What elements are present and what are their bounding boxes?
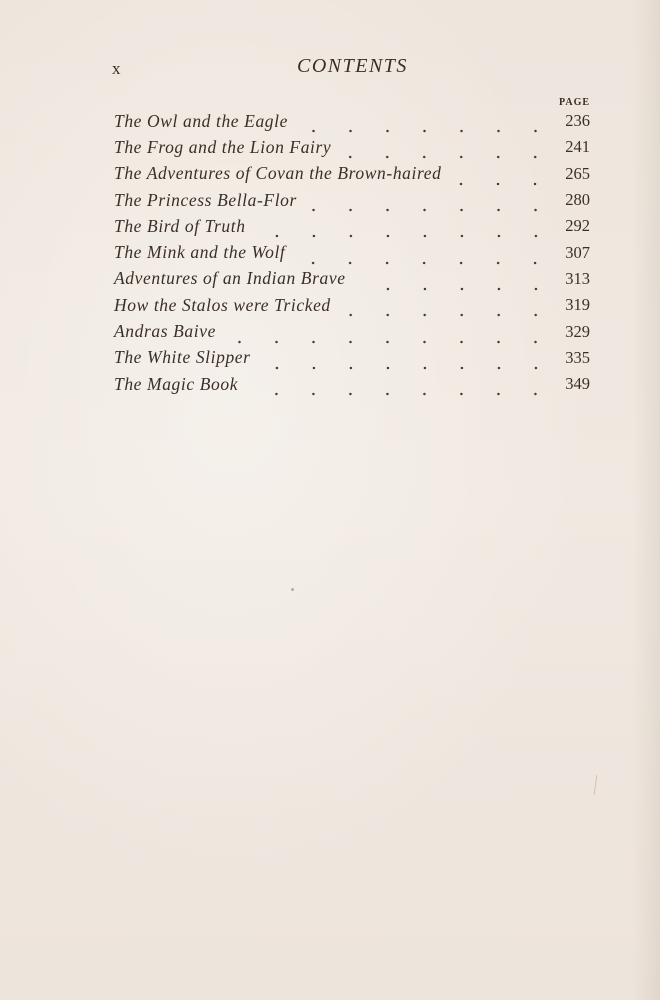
toc-entry-page: 236: [565, 111, 590, 131]
contents-heading: CONTENTS: [297, 55, 408, 77]
toc-entry-title: The Owl and the Eagle: [114, 110, 288, 131]
toc-entry-page: 335: [565, 347, 590, 367]
toc-entry-page: 319: [565, 295, 590, 315]
paper-speck: [291, 588, 294, 591]
dot-leader: [230, 319, 554, 345]
page-edge-shadow: [632, 0, 660, 1000]
toc-entry-page: 349: [565, 374, 590, 394]
toc-entry-title: Andras Baive: [114, 321, 216, 342]
toc-entry-title: The Adventures of Covan the Brown-haired: [114, 163, 442, 184]
toc-entry-page: 313: [565, 268, 590, 288]
dot-leader: [265, 345, 554, 371]
toc-entry: [114, 213, 590, 239]
toc-entry-title: The White Slipper: [114, 347, 251, 368]
toc-entry-page: 241: [565, 137, 590, 157]
toc-entry: [114, 318, 590, 344]
toc-entry: [114, 292, 590, 318]
toc-entry: [114, 371, 590, 397]
toc-entry-title: The Frog and the Lion Fairy: [114, 136, 332, 157]
toc-entry-title: How the Stalos were Tricked: [114, 294, 331, 315]
dot-leader: [299, 240, 554, 266]
toc-entry: [114, 187, 590, 213]
dot-leader: [252, 371, 554, 397]
page-header: [0, 55, 660, 81]
toc-entry-page: 292: [565, 216, 590, 236]
dot-leader: [260, 213, 554, 239]
toc-entry: [114, 161, 590, 187]
toc-entry-page: 329: [565, 321, 590, 341]
dot-leader: [345, 134, 554, 160]
toc-entry-title: The Magic Book: [114, 373, 239, 394]
toc-entry: [114, 239, 590, 265]
toc-entry: [114, 266, 590, 292]
paper-mark: [594, 775, 598, 795]
dot-leader: [311, 187, 554, 213]
toc-entry-page: 265: [565, 163, 590, 183]
page-column-label: PAGE: [559, 97, 591, 108]
toc-entry-title: The Bird of Truth: [114, 215, 246, 236]
toc-entry-title: The Mink and the Wolf: [114, 242, 286, 263]
dot-leader: [345, 292, 554, 318]
toc-entry: [114, 345, 590, 371]
toc-entry-page: 280: [565, 190, 590, 210]
toc-entry-title: The Princess Bella-Flor: [114, 189, 297, 210]
dot-leader: [302, 108, 554, 134]
dot-leader: [455, 161, 554, 187]
toc-entry-title: Adventures of an Indian Brave: [114, 268, 346, 289]
table-of-contents: [114, 108, 590, 397]
dot-leader: [360, 266, 554, 292]
toc-entry: [114, 108, 590, 134]
page-numeral: x: [112, 59, 121, 78]
toc-entry: [114, 134, 590, 160]
toc-entry-page: 307: [565, 242, 590, 262]
